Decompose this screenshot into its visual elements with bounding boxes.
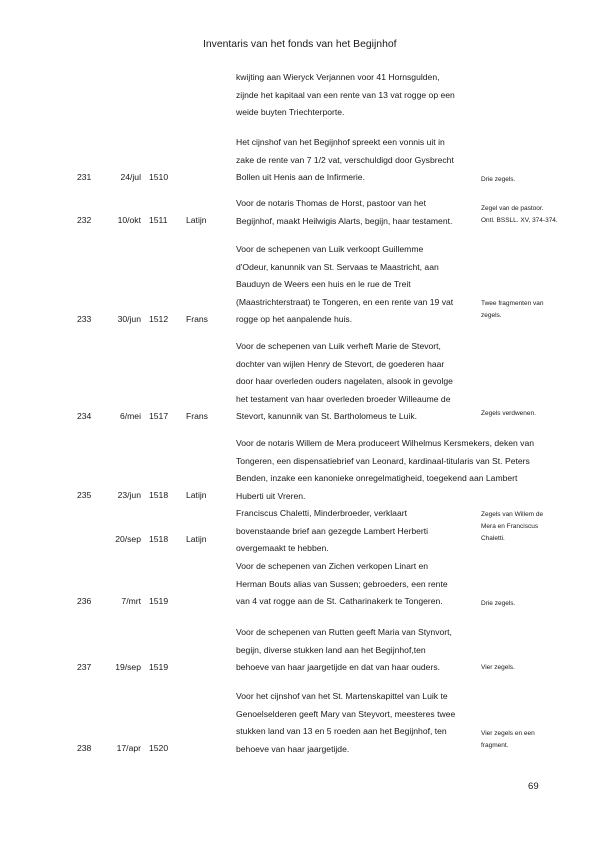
entry-number: 233 <box>77 314 92 324</box>
entry-year: 1520 <box>149 743 169 753</box>
text-line: Bauduyn de Weers een huis en le rue de Treit <box>236 279 411 289</box>
entry-date: 30/jun <box>117 314 141 324</box>
text-line: Franciscus Chaletti, Minderbroeder, verklaart <box>236 508 407 518</box>
entry-note: Drie zegels. <box>481 600 516 607</box>
text-line: Genoelselderen geeft Mary van Steyvort, meesteres twee <box>236 708 456 719</box>
text-line: Het cijnshof van het Begijnhof spreekt een vonnis uit in <box>236 137 445 147</box>
text-line: Benden, inzake een kanonieke onregelmatigheid, toegekend aan Lambert <box>236 473 518 483</box>
entry-description <box>236 338 476 426</box>
entry-date: 19/sep <box>115 662 141 672</box>
text-line: door haar overleden ouders nagelaten, alsook in gevolge <box>236 376 453 386</box>
entry-sub-date: 20/sep <box>115 534 141 544</box>
text-line: weide buyten Triechterporte. <box>236 107 345 117</box>
entry-year: 1519 <box>149 662 169 672</box>
entry-note: Twee fragmenten van zegels. <box>481 300 544 319</box>
entry-language: Frans <box>186 411 208 421</box>
text-line: Bollen uit Henis aan de Infirmerie. <box>236 172 365 182</box>
entry-sub-language: Latijn <box>186 534 207 544</box>
entry-number: 236 <box>77 596 92 606</box>
text-line: zake de rente van 7 1/2 vat, verschuldigd door Gysbrecht <box>236 154 454 165</box>
entry-note: Zegel van de pastoor. Ontl. BSSLL. XV, 374-374. <box>481 205 558 224</box>
entry-year: 1518 <box>149 490 169 500</box>
entry-description <box>236 134 476 187</box>
text-line: rogge op het aanpalende huis. <box>236 314 353 324</box>
text-line: stukken land van 13 en 5 roeden aan het Begijnhof, ten <box>236 726 447 736</box>
entry-year: 1517 <box>149 411 169 421</box>
entry-date: 17/apr <box>116 743 141 753</box>
text-line: het testament van haar overleden broeder Willeaume de <box>236 393 451 404</box>
text-line: Voor het cijnshof van het St. Martenskapittel van Luik te <box>236 691 448 701</box>
entry-description <box>236 241 476 329</box>
text-line: behoeve van haar jaargetijde en dat van haar ouders. <box>236 662 441 672</box>
text-line: begijn, diverse stukken land aan het Begijnhof,ten <box>236 644 426 655</box>
text-line: d'Odeur, kanunnik van St. Servaas te Maastricht, aan <box>236 261 439 272</box>
text-line: Voor de schepenen van Luik verheft Marie de Stevort, <box>236 341 441 351</box>
entry-language: Latijn <box>186 215 207 225</box>
header-title: Inventaris van het fonds van het Begijnhof <box>203 39 397 50</box>
entry-number: 231 <box>77 172 92 182</box>
text-line: overgemaakt te hebben. <box>236 543 329 553</box>
entry-date: 23/jun <box>117 490 141 500</box>
entry-sub-year: 1518 <box>149 534 169 544</box>
entry-note: Zegels verdwenen. <box>481 410 536 417</box>
text-line: Begijnhof, maakt Heilwigis Alarts, begijn, haar testament. <box>236 215 453 226</box>
text-line: kwijting aan Wieryck Verjannen voor 41 Hornsgulden, <box>236 72 440 82</box>
text-line: Voor de schepenen van Rutten geeft Maria van Stynvort, <box>236 627 452 637</box>
entry-number: 234 <box>77 411 92 421</box>
text-line: Huberti uit Vreren. <box>236 490 306 501</box>
entry-language: Latijn <box>186 490 207 500</box>
entry-year: 1510 <box>149 172 169 182</box>
entry-description <box>236 688 476 758</box>
entry-note: Vier zegels en een fragment. <box>481 730 535 749</box>
text-line: (Maastrichterstraat) te Tongeren, en een rente van 19 vat <box>236 296 454 307</box>
entry-date: 6/mei <box>119 411 141 421</box>
entry-note: Zegels van Willem de Mera en Franciscus Chaletti. <box>481 511 544 542</box>
text-line: Tongeren, een dispensatiebrief van Leonard, kardinaal-titularis van St. Peters <box>236 455 530 466</box>
text-line: Voor de schepenen van Zichen verkopen Linart en <box>236 561 429 571</box>
entry-note: Drie zegels. <box>481 176 516 183</box>
entry-number: 238 <box>77 743 92 753</box>
entry-date: 7/mrt <box>121 596 141 606</box>
entry-date: 24/jul <box>120 172 141 182</box>
entry-year: 1519 <box>149 596 169 606</box>
page-number: 69 <box>528 781 539 792</box>
entry-description <box>236 558 476 611</box>
text-line: Herman Bouts alias van Sussen; gebroeders, een rente <box>236 578 448 589</box>
continuation-text <box>236 69 476 122</box>
entry-language: Frans <box>186 314 208 324</box>
text-line: bovenstaande brief aan gezegde Lambert Herberti <box>236 525 429 536</box>
entry-description <box>236 195 476 230</box>
entry-note: Vier zegels. <box>481 664 515 671</box>
entry-year: 1512 <box>149 314 169 324</box>
entry-number: 237 <box>77 662 92 672</box>
entry-year: 1511 <box>149 215 168 225</box>
entry-date: 10/okt <box>117 215 141 225</box>
text-line: zijnde het kapitaal van een rente van 13 vat rogge op een <box>236 89 455 100</box>
text-line: van 4 vat rogge aan de St. Catharinakerk te Tongeren. <box>236 596 443 606</box>
entry-description <box>236 624 476 677</box>
text-line: Voor de notaris Thomas de Horst, pastoor van het <box>236 198 426 208</box>
entry-number: 235 <box>77 490 92 500</box>
text-line: behoeve van haar jaargetijde. <box>236 743 350 754</box>
text-line: Stevort, kanunnik van St. Bartholomeus te Luik. <box>236 411 418 421</box>
text-line: Voor de schepenen van Luik verkoopt Guillemme <box>236 244 424 254</box>
text-line: dochter van wijlen Henry de Stevort, de goederen haar <box>236 358 445 369</box>
text-line: Voor de notaris Willem de Mera produceert Wilhelmus Kersmekers, deken van <box>236 438 535 448</box>
entry-number: 232 <box>77 215 92 225</box>
